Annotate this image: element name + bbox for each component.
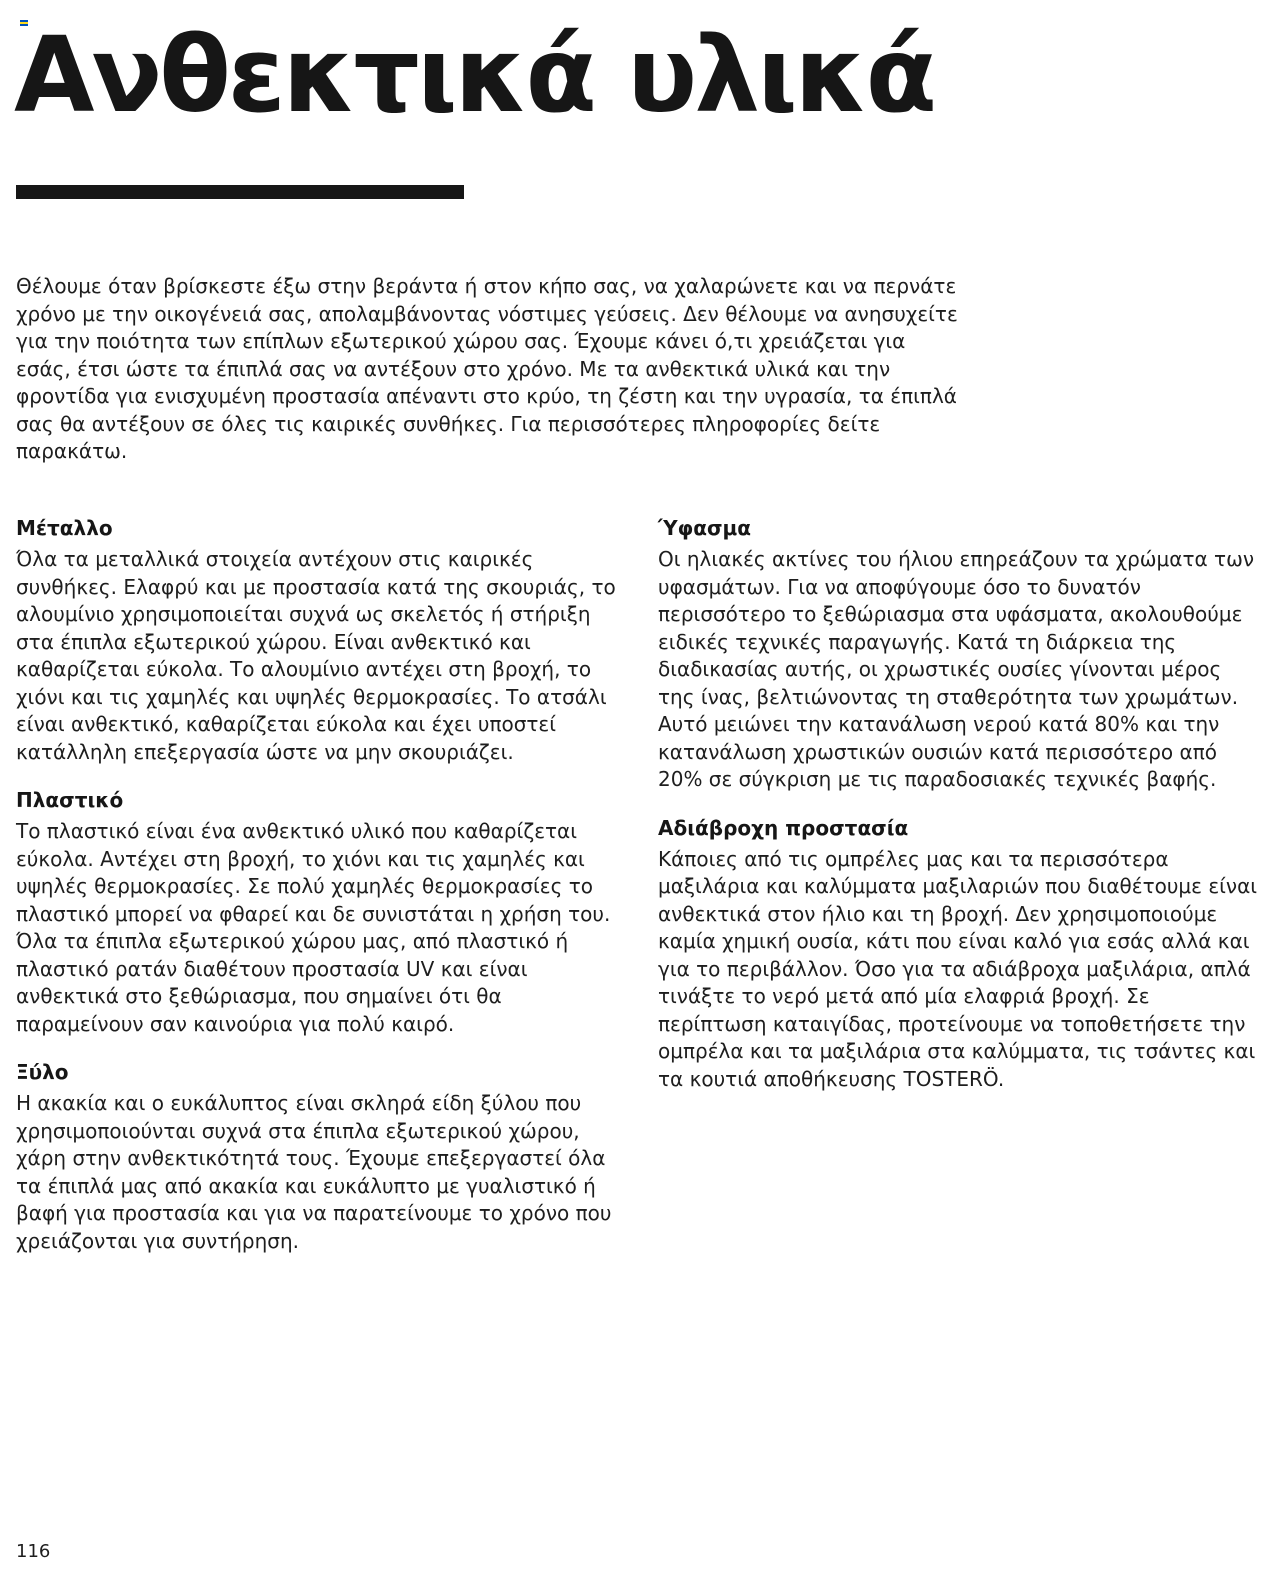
title-divider xyxy=(16,185,464,199)
section-heading: Ύφασμα xyxy=(658,516,752,540)
section-wood xyxy=(16,1058,626,1255)
section-heading: Μέταλλο xyxy=(16,516,113,540)
page-number: 116 xyxy=(16,1541,51,1562)
right-column xyxy=(658,514,1262,1113)
section-body: Οι ηλιακές ακτίνες του ήλιου επηρεάζουν τα χρώματα των υφασμάτων. Για να αποφύγουμε όσο το δυνατόν περισσότερο το ξεθώριασμα στα υφάσματα, ακολουθούμε ειδικές τεχνικές παραγωγής. Κατά τη διάρκεια της διαδικασίας αυτής, οι χρωστικές ουσίες γίνονται μέρος της ίνας, βελτιώνοντας τη σταθερότητα των χρωμάτων. Αυτό μειώνει την κατανάλωση νερού κατά 80% και την κατανάλωση χρωστικών ουσιών κατά περισσότερο από 20% σε σύγκριση με τις παραδοσιακές τεχνικές βαφής. xyxy=(658,547,1254,791)
section-body: Το πλαστικό είναι ένα ανθεκτικό υλικό που καθαρίζεται εύκολα. Αντέχει στη βροχή, το χιόνι και τις χαμηλές και υψηλές θερμοκρασίες. Σε πολύ χαμηλές θερμοκρασίες το πλαστικό μπορεί να φθαρεί και δε συνιστάται η χρήση του. Όλα τα έπιπλα εξωτερικού χώρου μας, από πλαστικό ή πλαστικό ρατάν διαθέτουν προστασία UV και είναι ανθεκτικά στο ξεθώριασμα, που σημαίνει ότι θα παραμείνουν σαν καινούρια για πολύ καιρό. xyxy=(16,819,611,1036)
page-title: Ανθεκτικά υλικά xyxy=(14,14,934,136)
section-body: Όλα τα μεταλλικά στοιχεία αντέχουν στις καιρικές συνθήκες. Ελαφρύ και με προστασία κατά της σκουριάς, το αλουμίνιο χρησιμοποιείται συχνά ως σκελετός ή στήριξη στα έπιπλα εξωτερικού χώρου. Είναι ανθεκτικό και καθαρίζεται εύκολα. Το αλουμίνιο αντέχει στη βροχή, το χιόνι και τις χαμηλές και υψηλές θερμοκρασίες. Το ατσάλι είναι ανθεκτικό, καθαρίζεται εύκολα και έχει υποστεί κατάλληλη επεξεργασία ώστε να μην σκουριάζει. xyxy=(16,547,616,764)
section-fabric xyxy=(658,514,1262,794)
section-plastic xyxy=(16,786,626,1038)
section-heading: Ξύλο xyxy=(16,1060,69,1084)
section-body: Η ακακία και ο ευκάλυπτος είναι σκληρά είδη ξύλου που χρησιμοποιούνται συχνά στα έπιπλα εξωτερικού χώρου, χάρη στην ανθεκτικότητά τους. Έχουμε επεξεργαστεί όλα τα έπιπλά μας από ακακία και ευκάλυπτο με γυαλιστικό ή βαφή για προστασία και για να παρατείνουμε το χρόνο που χρειάζονται για συντήρηση. xyxy=(16,1091,612,1253)
section-waterproof xyxy=(658,814,1262,1094)
left-column xyxy=(16,514,626,1275)
section-heading: Πλαστικό xyxy=(16,788,124,812)
section-heading: Αδιάβροχη προστασία xyxy=(658,815,909,840)
section-metal xyxy=(16,514,626,766)
intro-paragraph: Θέλουμε όταν βρίσκεστε έξω στην βεράντα ή στον κήπο σας, να χαλαρώνετε και να περνάτε χρόνο με την οικογένειά σας, απολαμβάνοντας νόστιμες γεύσεις. Δεν θέλουμε να ανησυχείτε για την ποιότητα των επίπλων εξωτερικού χώρου σας. Έχουμε κάνει ό,τι χρειάζεται για εσάς, έτσι ώστε τα έπιπλά σας να αντέξουν στο χρόνο. Με τα ανθεκτικά υλικά και την φροντίδα για ενισχυμένη προστασία απέναντι στο κρύο, τη ζέστη και την υγρασία, τα έπιπλά σας θα αντέξουν σε όλες τις καιρικές συνθήκες. Για περισσότερες πληροφορίες δείτε παρακάτω. xyxy=(16,274,958,463)
section-body: Κάποιες από τις ομπρέλες μας και τα περισσότερα μαξιλάρια και καλύμματα μαξιλαριών που διαθέτουμε είναι ανθεκτικά στον ήλιο και τη βροχή. Δεν χρησιμοποιούμε καμία χημική ουσία, κάτι που είναι καλό για εσάς αλλά και για το περιβάλλον. Όσο για τα αδιάβροχα μαξιλάρια, απλά τινάξτε το νερό μετά από μία ελαφριά βροχή. Σε περίπτωση καταιγίδας, προτείνουμε να τοποθετήσετε την ομπρέλα και τα μαξιλάρια στα καλύμματα, τις τσάντες και τα κουτιά αποθήκευσης TOSTERÖ. xyxy=(658,846,1258,1091)
